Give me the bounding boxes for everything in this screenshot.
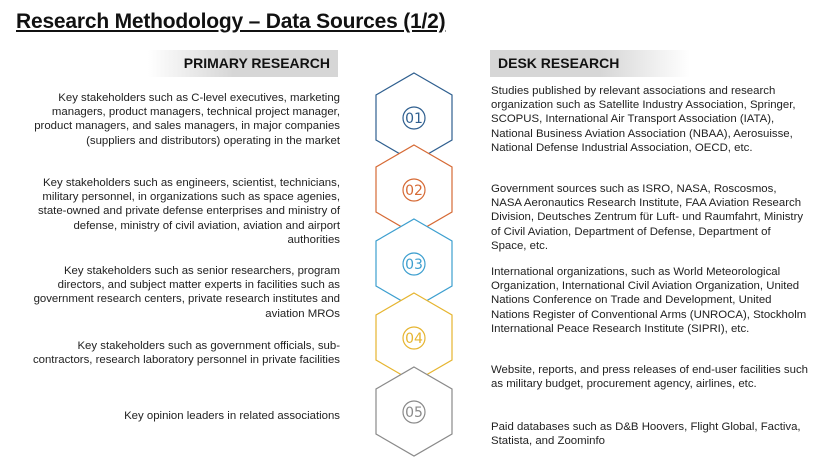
hexagon-step-5 <box>376 367 452 456</box>
step-1-number: 01 <box>405 111 423 127</box>
desk-item-4: Website, reports, and press releases of end-user facilities such as military budget, procurement agency, airlines, etc. <box>491 364 808 391</box>
desk-item-2: Government sources such as ISRO, NASA, Roscosmos, NASA Aeronautics Research Institute, FAA Aviation Research Division, Deutsches Zentrum für Luft- und Raumfahrt, Ministry of Civil Aviation, Department of Defense, Department of Space, etc. <box>491 183 804 252</box>
step-4-number: 04 <box>405 331 423 347</box>
primary-research-header: PRIMARY RESEARCH <box>148 50 338 77</box>
page-title: Research Methodology – Data Sources (1/2) <box>16 10 446 33</box>
primary-item-1: Key stakeholders such as C-level executives, marketing managers, product managers, technical project manager, product managers, and sales managers, in major companies (suppliers and distributors) operating in the market <box>34 92 340 147</box>
primary-item-2: Key stakeholders such as engineers, scientist, technicians, military personnel, in organizations such as space agenies, state-owned and private defense enterprises and ministry of defense, ministry of civil aviation, aviation and airport authorities <box>37 177 340 246</box>
step-2-number: 02 <box>405 183 423 199</box>
desk-item-3: International organizations, such as World Meteorological Organization, International Civil Aviation Organization, United Nations Conference on Trade and Development, United Nations Register of Conventional Arms (UNROCA), Stockholm International Peace Research Institute (SIPRI), etc. <box>491 266 807 335</box>
step-3-number: 03 <box>405 257 423 273</box>
primary-item-4: Key stakeholders such as government officials, sub-contractors, research laboratory personnel in private facilities <box>32 340 340 367</box>
desk-item-5: Paid databases such as D&B Hoovers, Flight Global, Factiva, Statista, and Zoominfo <box>491 421 801 448</box>
primary-item-3: Key stakeholders such as senior researchers, program directors, and subject matter experts in facilities such as government research centers, private research institutes and aviation MROs <box>33 265 340 320</box>
step-5-number: 05 <box>405 405 423 421</box>
desk-research-header: DESK RESEARCH <box>490 50 690 77</box>
desk-item-1: Studies published by relevant associations and research organization such as Satellite Industry Association, Springer, SCOPUS, International Air Transport Association (IATA), National Business Aviation Association (NBAA), Aerosuisse, National Defense Industrial Association, OECD, etc. <box>491 85 796 154</box>
primary-item-5: Key opinion leaders in related associations <box>124 410 340 422</box>
